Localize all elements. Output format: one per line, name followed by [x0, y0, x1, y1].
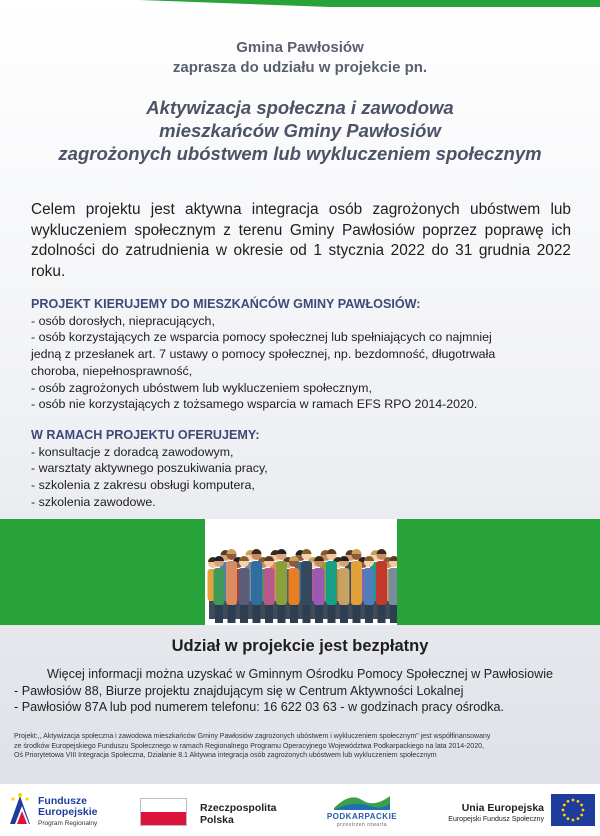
- fundusze-europejskie-logo-icon: [8, 792, 34, 826]
- eu-line-1: Unia Europejska: [461, 802, 544, 814]
- project-title: [0, 96, 600, 165]
- invitation-text: zaprasza do udziału w projekcie pn.: [172, 59, 428, 76]
- rp-line-2: Polska: [200, 814, 234, 826]
- project-title-line-2: mieszkańców Gminy Pawłosiów: [159, 120, 441, 141]
- funding-logos-bar: [0, 784, 600, 836]
- list-item: - osób nie korzystających z tożsamego wsparcia w ramach EFS RPO 2014-2020.: [31, 397, 478, 412]
- rp-line-1: Rzeczpospolita: [200, 802, 277, 814]
- list-item: - konsultacje z doradcą zawodowym,: [31, 444, 234, 459]
- fine-print-line-1: Projekt:,, Aktywizacja społeczna i zawodowa mieszkańców Gminy Pawłosiów zagrożonych ubóstwem i wykluczeniem społecznym" jest współfinansowany: [14, 733, 491, 740]
- offer-section: [31, 427, 576, 511]
- target-group-heading: PROJEKT KIERUJEMY DO MIESZKAŃCÓW GMINY PAWŁOSIÓW:: [31, 297, 421, 311]
- eu-star: [562, 809, 565, 812]
- eu-text: [432, 802, 544, 826]
- rzeczpospolita-polska-text: [200, 802, 276, 826]
- podkarpackie-logo-icon: [330, 790, 394, 812]
- eu-line-2: Europejski Fundusz Społeczny: [448, 816, 544, 823]
- people-illustration: [205, 519, 397, 625]
- list-item: jedną z przesłanek art. 7 ustawy o pomocy społecznej, np. bezdomność, długotrwała: [31, 347, 496, 362]
- eu-star: [582, 809, 585, 812]
- eu-star: [577, 817, 580, 820]
- pk-tag: przestrzeń otwarta: [336, 822, 388, 828]
- list-item: - osób korzystających ze wsparcia pomocy społecznej lub spełniających co najmniej: [31, 330, 492, 345]
- municipality-name: Gmina Pawłosiów: [236, 39, 364, 56]
- contact-line-1: Więcej informacji można uzyskać w Gminnym Ośrodku Pomocy Społecznej w Pawłosiowie: [46, 667, 554, 681]
- funding-fine-print: [14, 732, 588, 761]
- list-item: choroba, niepełnosprawność,: [31, 363, 193, 378]
- list-item: - osób zagrożonych ubóstwem lub wykluczeniem społecznym,: [31, 380, 372, 395]
- contact-line-3: - Pawłosiów 87A lub pod numerem telefonu: 16 622 03 63 - w godzinach pracy ośrodka.: [14, 700, 505, 714]
- fine-print-line-3: Oś Priorytetowa VIII Integracja Społeczna, Działanie 8.1 Aktywna integracja osób zagrożonych ubóstwem lub wykluczeniem społecznym: [14, 752, 437, 759]
- fe-line-1: Fundusze: [38, 795, 87, 807]
- fe-line-3: Program Regionalny: [38, 820, 98, 827]
- list-item: - osób dorosłych, niepracujących,: [31, 313, 215, 328]
- pk-name: PODKARPACKIE: [326, 812, 398, 821]
- contact-line-2: - Pawłosiów 88, Biurze projektu znajdującym się w Centrum Aktywności Lokalnej: [14, 683, 464, 698]
- eu-star: [563, 814, 566, 817]
- eu-star: [580, 804, 583, 807]
- project-title-line-1: Aktywizacja społeczna i zawodowa: [146, 97, 454, 118]
- list-item: - warsztaty aktywnego poszukiwania pracy,: [31, 461, 268, 476]
- fe-line-2: Europejskie: [38, 806, 98, 818]
- podkarpackie-text: [316, 812, 408, 830]
- offer-heading: W RAMACH PROJEKTU OFERUJEMY:: [31, 428, 260, 442]
- contact-info: [14, 666, 586, 716]
- eu-star: [577, 800, 580, 803]
- list-item: - szkolenia z zakresu obsługi komputera,: [31, 478, 255, 493]
- eu-flag-icon: [551, 794, 595, 826]
- eu-star: [572, 819, 575, 822]
- list-item: - szkolenia zawodowe.: [31, 494, 156, 509]
- fine-print-line-2: ze środków Europejskiego Funduszu Społecznego w ramach Regionalnego Programu Operacyjnego Województwa Podkarpackiego na lata 2014-2020,: [14, 742, 484, 750]
- eu-star: [563, 804, 566, 807]
- eu-star: [567, 800, 570, 803]
- free-participation-note: Udział w projekcie jest bezpłatny: [171, 637, 429, 655]
- eu-star: [572, 799, 575, 802]
- polish-flag-icon: [140, 798, 187, 826]
- eu-star: [567, 817, 570, 820]
- eu-star: [580, 814, 583, 817]
- top-green-stripe: [0, 0, 600, 26]
- fundusze-europejskie-text: [38, 796, 98, 829]
- invitation-header: [0, 38, 600, 78]
- project-goal-paragraph: Celem projektu jest aktywna integracja osób zagrożonych ubóstwem lub wykluczeniem społecznym z terenu Gminy Pawłosiów poprzez poprawę ich zdolności do zatrudnienia w okresie od 1 stycznia 2022 do 31 grudnia 2022 roku.: [31, 201, 571, 280]
- target-group-section: [31, 296, 576, 413]
- project-title-line-3: zagrożonych ubóstwem lub wykluczeniem społecznym: [58, 143, 542, 164]
